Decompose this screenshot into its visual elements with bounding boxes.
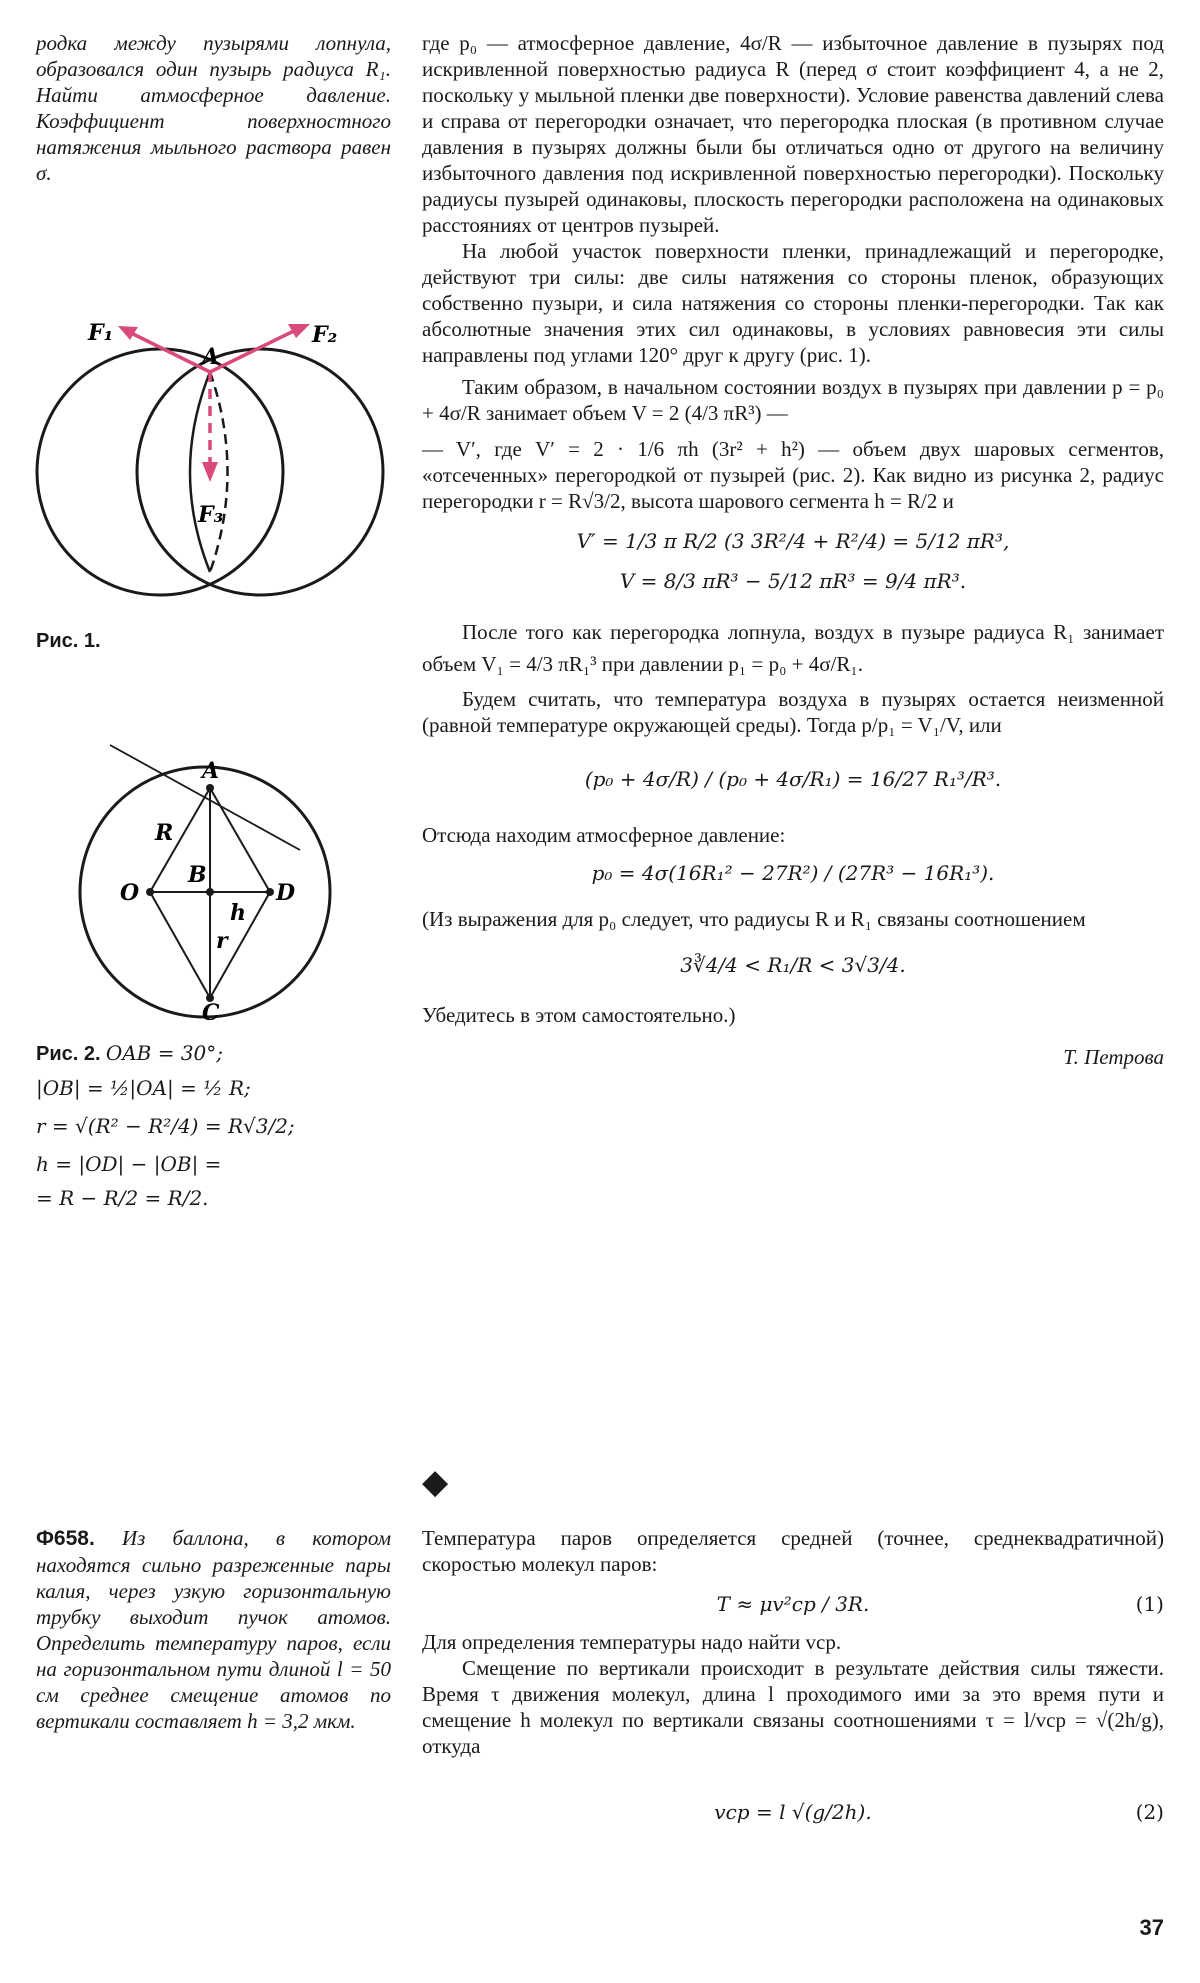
label-r-upper: R <box>155 820 174 846</box>
point-d <box>266 888 274 896</box>
figure-1-caption: Рис. 1. <box>36 630 101 652</box>
equation-1 <box>422 1591 1164 1617</box>
label-a: A <box>202 344 220 370</box>
problem-658-number: Ф658. <box>36 1527 95 1550</box>
problem-658 <box>36 1525 391 1734</box>
equation-pressure-ratio: (p₀ + 4σ/R) / (p₀ + 4σ/R₁) = 16/27 R₁³/R³. <box>584 767 1002 791</box>
h-line: h = |OD| − |OB| = <box>36 1152 222 1176</box>
label-d: D <box>276 880 296 906</box>
problem-658-text: Из баллона, в котором находятся сильно разреженные пары калия, через узкую горизонтальную трубку выходит пучок атомов. Определить температуру паров, если на горизонтальном пути длиной l = 50 см среднее смещение атомов по вертикали составляет h = 3,2 мкм. <box>36 1526 391 1733</box>
paragraph-5: Будем считать, что температура воздуха в пузырях остается неизменной (равной температуре окружающей среды). Тогда p/p₁ = V₁/V, или <box>422 687 1164 737</box>
figure-2 <box>20 730 400 1020</box>
problem-tail-text: родка между пузырями лопнула, образовался один пузырь радиуса R₁. Найти атмосферное давление. Коэффициент поверхностного натяжения мыльного раствора равен σ. <box>36 31 391 185</box>
label-c: C <box>202 1000 220 1020</box>
page-number: 37 <box>1139 1915 1164 1940</box>
label-f1: F₁ <box>88 320 114 346</box>
equation-p0: p₀ = 4σ(16R₁² − 27R²) / (27R³ − 16R₁³). <box>591 861 995 885</box>
force-f2-arrow <box>210 328 300 372</box>
equation-2-body: vср = l √(g/2h). <box>714 1800 872 1824</box>
equation-v-prime: V′ = 1/3 π R/2 (3 3R²/4 + R²/4) = 5/12 πR³, <box>576 529 1010 553</box>
paragraph-6: Отсюда находим атмосферное давление: <box>422 823 786 847</box>
paragraph-3a: Таким образом, в начальном состоянии воздух в пузырях при давлении p = p₀ + 4σ/R занимает объем V = 2 (4/3 πR³) — <box>422 375 1164 425</box>
equation-2-number: (2) <box>1135 1800 1164 1824</box>
paragraph-1: где p₀ — атмосферное давление, 4σ/R — избыточное давление в пузырях под искривленной поверхностью радиуса R (перед σ стоит коэффициент 4, а не 2, поскольку у мыльной пленки две поверхности). Условие равенства давлений слева и справа от перегородки означает, что перегородка плоская (в противном случае давления в пузырях должны были бы отличаться одно от другого на величину избыточного давления под искривленной поверхностью перегородки). Поскольку радиусы пузырей одинаковы, плоскость перегородки расположена на одинаковых расстояниях от центров пузырей. <box>422 31 1164 237</box>
label-a: A <box>202 758 220 784</box>
angle-note: OAB = 30°; <box>105 1041 224 1065</box>
sol-658-paragraph-2: Для определения температуры надо найти vср. <box>422 1630 842 1654</box>
segment-oc <box>150 892 210 998</box>
paragraph-8: Убедитесь в этом самостоятельно.) <box>422 1003 736 1027</box>
figure-1 <box>20 300 400 620</box>
r-line: r = √(R² − R²/4) = R√3/2; <box>36 1114 295 1138</box>
figure-2-caption: Рис. 2. <box>36 1043 101 1065</box>
paragraph-7: (Из выражения для p₀ следует, что радиусы R и R₁ связаны соотношением <box>422 907 1086 931</box>
section-divider: ◆ <box>422 1464 449 1501</box>
label-f3: F₃ <box>198 502 224 528</box>
figure-2-notes <box>36 1040 396 1211</box>
point-a <box>206 784 214 792</box>
equation-radius-bounds: 3∛4/4 < R₁/R < 3√3/4. <box>680 953 906 977</box>
equation-1-body: T ≈ μv²ср / 3R. <box>716 1592 870 1616</box>
force-f3-arrowhead <box>202 462 218 482</box>
h-line-2: = R − R/2 = R/2. <box>36 1186 209 1210</box>
label-r-lower: r <box>216 928 228 954</box>
solution-657 <box>422 30 1164 1070</box>
sol-658-paragraph-3: Смещение по вертикали происходит в результате действия силы тяжести. Время τ движения молекул, длина l проходимого ими за это время пути и смещение h молекул по вертикали связаны соотношениями τ = l/vср = √(2h/g), откуда <box>422 1656 1164 1758</box>
solution-658 <box>422 1525 1164 1833</box>
equation-2 <box>422 1799 1164 1825</box>
equation-1-number: (1) <box>1135 1592 1164 1616</box>
problem-tail <box>36 30 391 186</box>
ob-line: |OB| = ½|OA| = ½ R; <box>36 1076 251 1100</box>
sol-658-paragraph-1: Температура паров определяется средней (точнее, среднеквадратичной) скоростью молекул паров: <box>422 1526 1164 1576</box>
paragraph-3b: — V′, где V′ = 2 · 1/6 πh (3r² + h²) — объем двух шаровых сегментов, «отсеченных» перегородкой от пузырей (рис. 2). Как видно из рисунка 2, радиус перегородки r = R√3/2, высота шарового сегмента h = R/2 и <box>422 437 1164 513</box>
left-bubble <box>37 349 283 595</box>
label-f2: F₂ <box>312 322 338 348</box>
label-o: O <box>120 880 140 906</box>
right-bubble <box>137 349 383 595</box>
segment-ad <box>210 788 270 892</box>
point-b <box>206 888 214 896</box>
paragraph-4: После того как перегородка лопнула, воздух в пузыре радиуса R₁ занимает объем V₁ = 4/3 πR₁³ при давлении p₁ = p₀ + 4σ/R₁. <box>422 620 1164 676</box>
label-b: B <box>188 862 207 888</box>
label-h: h <box>230 900 246 926</box>
author: Т. Петрова <box>1063 1045 1164 1069</box>
equation-v: V = 8/3 πR³ − 5/12 πR³ = 9/4 πR³. <box>619 569 967 593</box>
paragraph-2: На любой участок поверхности пленки, принадлежащий и перегородке, действуют три силы: две силы натяжения со стороны пленок, образующих собственно пузыри, и сила натяжения со стороны пленки-перегородки. Так как абсолютные значения этих сил одинаковы, в условиях равновесия эти силы направлены под углами 120° друг к другу (рис. 1). <box>422 239 1164 367</box>
point-o <box>146 888 154 896</box>
